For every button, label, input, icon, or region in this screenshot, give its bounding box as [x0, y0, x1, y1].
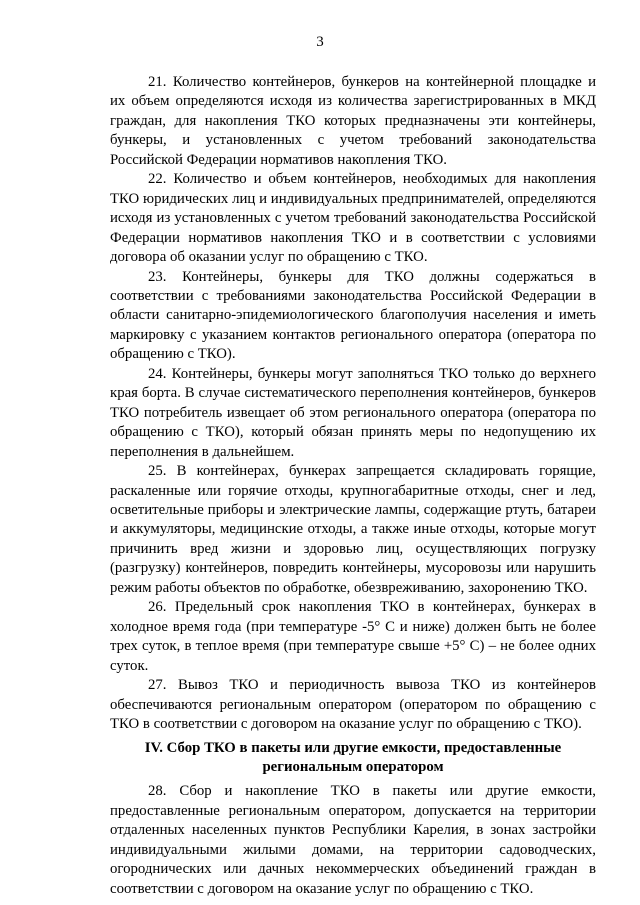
section-heading	[110, 739, 596, 777]
paragraph-28: 28. Сбор и накопление ТКО в пакеты или другие емкости, предоставленные региональным оператором, допускается на территории отдаленных населенных пунктов Республики Карелия, в зонах застройки индивидуальными жилыми домами, на территории садоводческих, огороднических или дачных некоммерческих объединений граждан в соответствии с договором на оказание услуг по обращению с ТКО.	[110, 783, 596, 897]
paragraph-23: 23. Контейнеры, бункеры для ТКО должны содержаться в соответствии с требованиями законодательства Российской Федерации в области санитарно-эпидемиологического благополучия населения и иметь маркировку с указанием контактов регионального оператора (оператора по обращению с ТКО).	[110, 268, 596, 363]
paragraph-26: 26. Предельный срок накопления ТКО в контейнерах, бункерах в холодное время года (при температуре -5° С и ниже) должен быть не более трех суток, в теплое время (при температуре свыше +5° С) – не более одних суток.	[110, 599, 596, 674]
paragraph-22: 22. Количество и объем контейнеров, необходимых для накопления ТКО юридических лиц и индивидуальных предпринимателей, определяются исходя из установленных с учетом требований законодательства Российской Федерации нормативов накопления ТКО и в соответствии с условиями договора об оказании услуг по обращению с ТКО.	[110, 171, 596, 266]
paragraph-21: 21. Количество контейнеров, бункеров на контейнерной площадке и их объем определяются исходя из количества зарегистрированных в МКД граждан, для накопления ТКО которых предназначены эти контейнеры, бункеры, и установленных с учетом требований законодательства Российской Федерации нормативов накопления ТКО.	[110, 74, 596, 168]
paragraph-24: 24. Контейнеры, бункеры могут заполняться ТКО только до верхнего края борта. В случае систематического переполнения контейнеров, бункеров ТКО потребитель извещает об этом регионального оператора (оператора по обращению с ТКО), который обязан принять меры по недопущению их переполнения в дальнейшем.	[110, 365, 596, 460]
section-heading-line-1: IV. Сбор ТКО в пакеты или другие емкости, предоставленные	[144, 740, 562, 757]
paragraph-27: 27. Вывоз ТКО и периодичность вывоза ТКО из контейнеров обеспечиваются региональным оператором (оператором по обращению с ТКО в соответствии с договором на оказание услуг по обращению с ТКО).	[110, 677, 596, 732]
paragraph-25: 25. В контейнерах, бункерах запрещается складировать горящие, раскаленные или горячие отходы, крупногабаритные отходы, снег и лед, осветительные приборы и электрические лампы, содержащие ртуть, батареи и аккумуляторы, медицинские отходы, а также иные отходы, которые могут причинить вред жизни и здоровью лиц, осуществляющих погрузку (разгрузку) контейнеров, повредить контейнеры, мусоровозы или нарушить режим работы объектов по обработке, обезвреживанию, захоронению ТКО.	[110, 463, 596, 596]
page-number: 3	[316, 34, 324, 50]
section-heading-line-2: региональным оператором	[262, 759, 444, 776]
document-body	[110, 73, 596, 899]
